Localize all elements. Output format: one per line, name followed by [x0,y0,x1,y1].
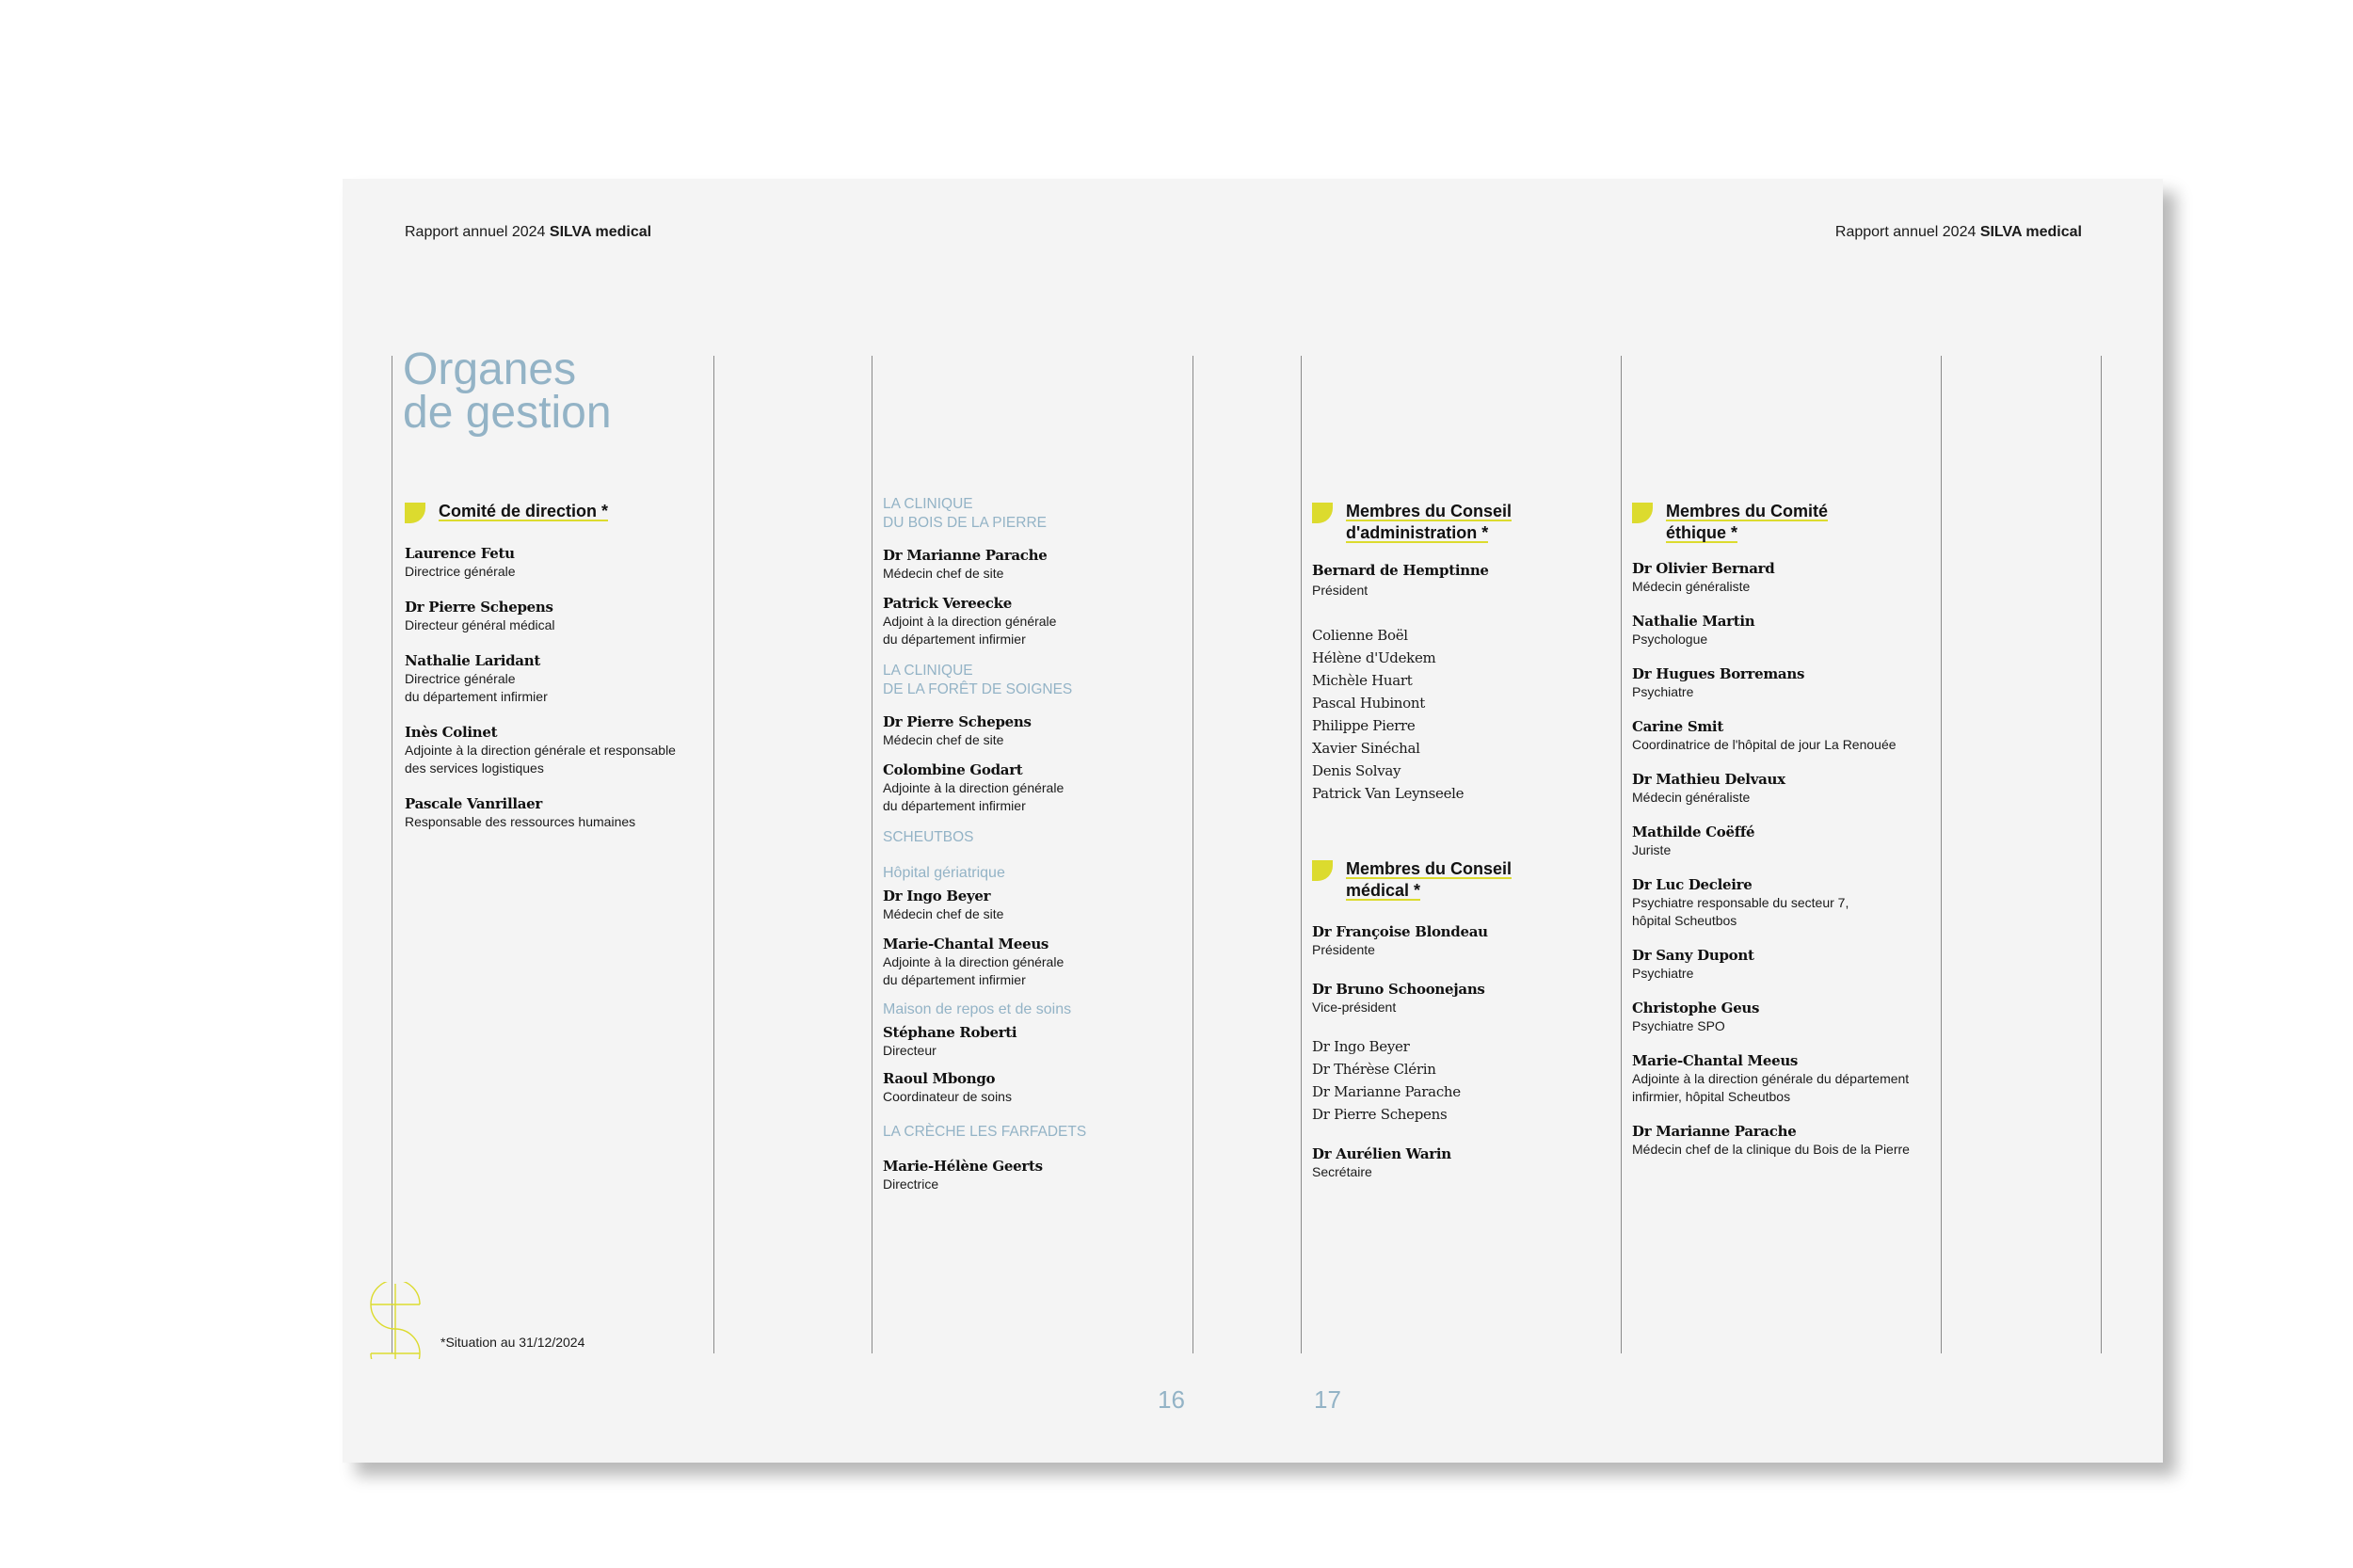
member-name: Denis Solvay [1312,762,1401,779]
member-name: Dr Hugues Borremans [1632,665,1805,682]
member-role: Directrice [883,1176,939,1192]
list-item: Dr Bruno Schoonejans Vice-président [1312,981,1485,1015]
section-marker-icon [1312,503,1333,523]
member-name: Mathilde Coëffé [1632,824,1755,840]
list-item: Bernard de Hemptinne Président [1312,562,1489,598]
member-name: Philippe Pierre [1312,717,1416,734]
member-name: Pascale Vanrillaer [405,795,543,812]
section-marker-icon [1632,503,1653,523]
member-name: Pascal Hubinont [1312,695,1425,712]
column-rule [2101,356,2102,1353]
member-role: Juriste [1632,842,1672,857]
member-role: Directeur [883,1043,936,1058]
list-item [405,544,706,581]
member-role: Directeur général médical [405,617,555,632]
member-role: Médecin généraliste [1632,579,1751,594]
member-name: Nathalie Laridant [405,652,540,669]
list-item [405,794,706,831]
member-name: Dr Pierre Schepens [405,599,553,616]
conseil-admin-members [1312,624,1613,805]
member-role: Médecin chef de site [883,566,1004,581]
silva-s-logo-icon [369,1282,422,1359]
conseil-admin-list [1312,559,1613,805]
conseil-medical-members [1312,1035,1613,1126]
member-role: Adjointe à la direction générale du département infirmier [883,780,1064,813]
member-name: Marie-Chantal Meeus [883,936,1049,952]
site-title-bois-pierre: LA CLINIQUE DU BOIS DE LA PIERRE [883,496,1047,531]
member-role: Directrice générale [405,564,516,579]
member-role: Directrice générale du département infirmier [405,671,548,704]
member-role: Adjointe à la direction générale du département infirmier [883,954,1064,987]
member-name: Dr Luc Decleire [1632,876,1753,893]
comite-ethique-heading: Membres du Comité éthique * [1632,501,1854,544]
list-item [1632,1122,1943,1159]
running-header-left: Rapport annuel 2024 SILVA medical [405,224,652,240]
member-role: Médecin chef de site [883,732,1004,747]
member-name: Raoul Mbongo [883,1070,996,1087]
conseil-admin-heading: Membres du Conseil d'administration * [1312,501,1534,544]
list-item [1632,1051,1943,1106]
conseil-medical-heading: Membres du Conseil médical * [1312,858,1534,902]
column-rule [1621,356,1622,1353]
member-name: Laurence Fetu [405,545,515,562]
list-item [883,1069,1184,1106]
member-name: Dr Marianne Parache [1312,1083,1461,1100]
member-name: Marie-Chantal Meeus [1632,1052,1799,1069]
member-name: Colienne Boël [1312,627,1408,644]
member-role: Psychologue [1632,632,1708,647]
member-name: Dr Thérèse Clérin [1312,1061,1436,1078]
section-marker-icon [405,503,425,523]
running-header-right: Rapport annuel 2024 SILVA medical [1834,224,2082,240]
member-name: Dr Marianne Parache [1632,1123,1797,1140]
list-item: Dr Aurélien Warin Secrétaire [1312,1145,1451,1179]
list-item [1632,770,1943,807]
list-item [1632,999,1943,1035]
member-name: Stéphane Roberti [883,1024,1017,1041]
list-item [883,712,1184,749]
subsite-list-maison [883,1023,1184,1106]
report-spread [343,179,2163,1463]
list-item [1632,823,1943,859]
footnote: *Situation au 31/12/2024 [440,1335,585,1350]
member-name: Dr Sany Dupont [1632,947,1754,964]
member-name: Xavier Sinéchal [1312,740,1420,757]
column-rule [713,356,714,1353]
list-item [405,723,706,777]
site-list-bois-pierre [883,546,1184,648]
comite-direction-list [405,544,706,848]
list-item [883,1023,1184,1060]
member-name: Nathalie Martin [1632,613,1755,630]
comite-direction-heading: Comité de direction * [405,501,683,523]
member-role: Adjointe à la direction générale du département infirmier, hôpital Scheutbos [1632,1071,1910,1104]
member-name: Carine Smit [1632,718,1723,735]
member-name: Dr Olivier Bernard [1632,560,1775,577]
subsite-title-maison: Maison de repos et de soins [883,1001,1072,1017]
column-rule [1301,356,1302,1353]
member-role: Responsable des ressources humaines [405,814,636,829]
section-marker-icon [1312,860,1333,881]
subsite-list-hopital [883,887,1184,989]
list-item [405,651,706,706]
member-role: Psychiatre [1632,966,1694,981]
member-name: Dr Ingo Beyer [1312,1038,1410,1055]
member-name: Dr Mathieu Delvaux [1632,771,1785,788]
member-name: Michèle Huart [1312,672,1413,689]
member-role: Médecin généraliste [1632,790,1751,805]
member-name: Inès Colinet [405,724,498,741]
site-title-creche: LA CRÈCHE LES FARFADETS [883,1124,1087,1140]
subsite-title-hopital: Hôpital gériatrique [883,865,1005,881]
member-name: Dr Pierre Schepens [1312,1106,1448,1123]
sites-column [883,495,1184,1201]
list-item [1632,946,1943,983]
member-role: Médecin chef de la clinique du Bois de la Pierre [1632,1142,1910,1157]
list-item [883,760,1184,815]
list-item [883,935,1184,989]
member-name: Marie-Hélène Geerts [883,1158,1043,1175]
member-name: Hélène d'Udekem [1312,649,1436,666]
list-item: Dr Françoise Blondeau Présidente [1312,923,1488,957]
comite-ethique-list [1632,559,1943,1175]
member-role: Adjointe à la direction générale et responsable des services logistiques [405,743,676,776]
site-list-creche [883,1157,1184,1193]
member-role: Psychiatre responsable du secteur 7, hôpital Scheutbos [1632,895,1849,928]
page-title: Organes de gestion [403,344,612,438]
list-item [1632,664,1943,701]
member-role: Coordinatrice de l'hôpital de jour La Renouée [1632,737,1897,752]
member-role: Psychiatre SPO [1632,1018,1725,1033]
list-item [883,887,1184,923]
member-role: Coordinateur de soins [883,1089,1012,1104]
conseil-medical-list [1312,922,1613,1196]
member-role: Adjoint à la direction générale du département infirmier [883,614,1057,647]
list-item [883,594,1184,648]
list-item [883,546,1184,583]
member-name: Patrick Van Leynseele [1312,785,1465,802]
page-number-right: 17 [1314,1385,1341,1414]
member-role: Psychiatre [1632,684,1694,699]
page-number-left: 16 [1158,1385,1185,1414]
member-role: Médecin chef de site [883,906,1004,921]
site-title-scheutbos: SCHEUTBOS [883,829,974,845]
member-name: Dr Pierre Schepens [883,713,1032,730]
member-name: Dr Ingo Beyer [883,888,991,904]
list-item [883,1157,1184,1193]
list-item [1632,717,1943,754]
site-list-foret-soignes [883,712,1184,815]
list-item [1632,875,1943,930]
member-name: Patrick Vereecke [883,595,1012,612]
list-item [1632,559,1943,596]
member-name: Colombine Godart [883,761,1023,778]
member-name: Dr Marianne Parache [883,547,1048,564]
member-name: Christophe Geus [1632,1000,1760,1016]
list-item [405,598,706,634]
site-title-foret-soignes: LA CLINIQUE DE LA FORÊT DE SOIGNES [883,663,1073,697]
list-item [1632,612,1943,648]
